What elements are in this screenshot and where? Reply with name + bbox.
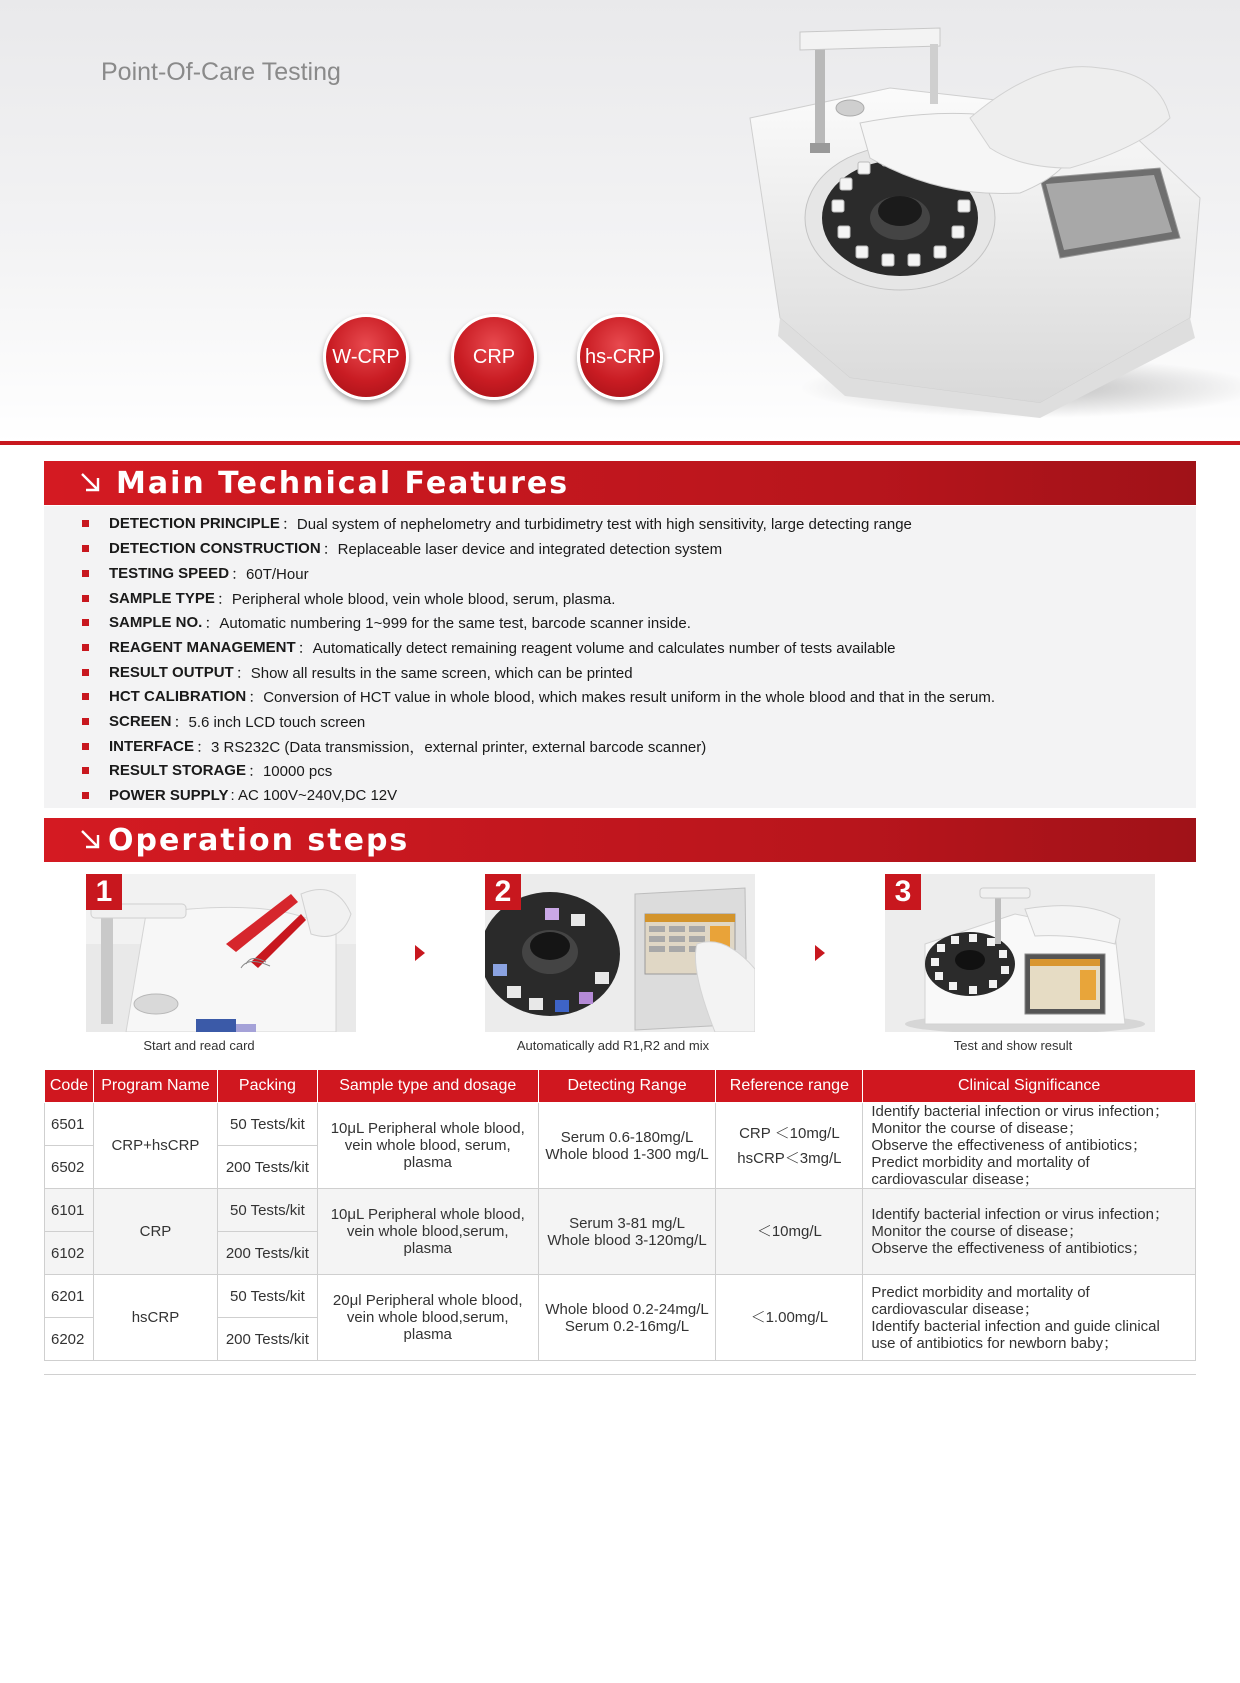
feature-value: ：Replaceable laser device and integrated detection system bbox=[322, 540, 723, 558]
code-cell: 6202 bbox=[45, 1318, 94, 1361]
reference-line: hsCRP＜3mg/L bbox=[737, 1149, 842, 1167]
sample-line: 10μL Peripheral whole blood, bbox=[330, 1206, 525, 1223]
packing-cell: 50 Tests/kit bbox=[217, 1103, 317, 1146]
reference-cell: ＜10mg/L bbox=[716, 1189, 863, 1275]
feature-label: TESTING SPEED bbox=[109, 564, 230, 582]
feature-item bbox=[82, 536, 722, 560]
code-cell: 6102 bbox=[45, 1232, 94, 1275]
feature-label: DETECTION PRINCIPLE bbox=[109, 514, 280, 532]
packing-cell: 200 Tests/kit bbox=[217, 1146, 317, 1189]
feature-value: ：5.6 inch LCD touch screen bbox=[173, 713, 366, 731]
step-1-image bbox=[86, 874, 356, 1032]
significance-line: Predict morbidity and mortality of bbox=[871, 1283, 1090, 1301]
sample-line: 20μl Peripheral whole blood, bbox=[332, 1292, 523, 1309]
step-2-caption: Automatically add R1,R2 and mix bbox=[516, 1038, 710, 1053]
feature-value: ：60T/Hour bbox=[231, 565, 309, 583]
bullet-icon bbox=[82, 718, 89, 725]
sample-line: 10μL Peripheral whole blood, bbox=[330, 1120, 525, 1137]
column-header: Detecting Range bbox=[538, 1070, 716, 1103]
badge-w-crp: W-CRP bbox=[323, 314, 409, 400]
feature-item bbox=[82, 561, 309, 585]
range-line: Serum 0.2-16mg/L bbox=[564, 1317, 690, 1335]
feature-item bbox=[82, 684, 995, 708]
sample-line: plasma bbox=[403, 1326, 452, 1343]
table-row bbox=[45, 1103, 1196, 1146]
packing-cell: 200 Tests/kit bbox=[217, 1232, 317, 1275]
table-header-row bbox=[45, 1070, 1196, 1103]
significance-cell bbox=[863, 1275, 1196, 1361]
column-header: Reference range bbox=[716, 1070, 863, 1103]
steps-heading: Operation steps bbox=[108, 822, 410, 858]
range-cell bbox=[538, 1189, 716, 1275]
range-line: Whole blood 1-300 mg/L bbox=[545, 1145, 709, 1163]
column-header: Code bbox=[45, 1070, 94, 1103]
bullet-icon bbox=[82, 743, 89, 750]
column-header: Packing bbox=[217, 1070, 317, 1103]
significance-line: Predict morbidity and mortality of bbox=[871, 1154, 1090, 1171]
column-header: Clinical Significance bbox=[863, 1070, 1196, 1103]
bullet-icon bbox=[82, 644, 89, 651]
table-row bbox=[45, 1189, 1196, 1232]
arrow-right-icon bbox=[815, 945, 825, 961]
feature-value: ：Peripheral whole blood, vein whole blood, serum, plasma. bbox=[216, 590, 616, 608]
feature-value: ：Conversion of HCT value in whole blood, which makes result uniform in the whole blood and that in the serum. bbox=[248, 688, 995, 706]
table-group-hscrp bbox=[45, 1275, 1196, 1361]
feature-label: SAMPLE TYPE bbox=[109, 589, 215, 607]
bullet-icon bbox=[82, 570, 89, 577]
step-1-number: 1 bbox=[86, 874, 122, 910]
feature-value: ：Automatically detect remaining reagent volume and calculates number of tests available bbox=[297, 639, 896, 657]
arrow-right-icon bbox=[415, 945, 425, 961]
sample-cell bbox=[317, 1189, 538, 1275]
significance-line: Monitor the course of disease； bbox=[871, 1223, 1084, 1240]
table-group-crp bbox=[45, 1189, 1196, 1275]
significance-line: Identify bacterial infection or virus infection； bbox=[871, 1103, 1169, 1120]
step-2-number: 2 bbox=[485, 874, 521, 910]
feature-item bbox=[82, 635, 896, 659]
feature-label: SAMPLE NO. bbox=[109, 613, 203, 631]
column-header: Program Name bbox=[93, 1070, 217, 1103]
feature-label: REAGENT MANAGEMENT bbox=[109, 638, 296, 656]
significance-line: Observe the effectiveness of antibiotics； bbox=[871, 1240, 1148, 1257]
bullet-icon bbox=[82, 792, 89, 799]
feature-item bbox=[82, 586, 615, 610]
sample-line: vein whole blood, serum, bbox=[344, 1137, 511, 1154]
feature-label: RESULT STORAGE bbox=[109, 761, 246, 779]
program-name-cell: CRP+hsCRP bbox=[93, 1103, 217, 1189]
code-cell: 6101 bbox=[45, 1189, 94, 1232]
feature-item bbox=[82, 511, 912, 535]
packing-cell: 50 Tests/kit bbox=[217, 1275, 317, 1318]
sample-line: vein whole blood,serum, bbox=[346, 1309, 509, 1326]
significance-line: Monitor the course of disease； bbox=[871, 1120, 1084, 1137]
range-cell bbox=[538, 1103, 716, 1189]
step-3-image bbox=[885, 874, 1155, 1032]
range-line: Whole blood 3-120mg/L bbox=[547, 1231, 707, 1249]
step-3-caption: Test and show result bbox=[953, 1038, 1073, 1053]
significance-cell bbox=[863, 1103, 1196, 1189]
footer-divider bbox=[44, 1374, 1196, 1375]
significance-line: Identify bacterial infection and guide clinical bbox=[871, 1317, 1160, 1335]
feature-value: ：Automatic numbering 1~999 for the same test, barcode scanner inside. bbox=[204, 614, 691, 632]
step-1-caption: Start and read card bbox=[143, 1038, 255, 1053]
hero-divider bbox=[0, 441, 1240, 445]
bullet-icon bbox=[82, 619, 89, 626]
bullet-icon bbox=[82, 520, 89, 527]
packing-cell: 200 Tests/kit bbox=[217, 1318, 317, 1361]
features-heading-bar bbox=[44, 461, 1196, 505]
arrow-down-right-icon bbox=[78, 827, 104, 853]
feature-item bbox=[82, 734, 706, 758]
table-row bbox=[45, 1275, 1196, 1318]
code-cell: 6502 bbox=[45, 1146, 94, 1189]
feature-value: : AC 100V~240V,DC 12V bbox=[230, 786, 398, 804]
significance-line: Observe the effectiveness of antibiotics； bbox=[871, 1137, 1148, 1154]
sample-cell bbox=[317, 1103, 538, 1189]
reference-cell bbox=[716, 1103, 863, 1189]
reference-cell: ＜1.00mg/L bbox=[716, 1275, 863, 1361]
reference-line: CRP ＜10mg/L bbox=[739, 1124, 840, 1142]
column-header: Sample type and dosage bbox=[317, 1070, 538, 1103]
code-cell: 6201 bbox=[45, 1275, 94, 1318]
feature-value: ：Dual system of nephelometry and turbidimetry test with high sensitivity, large detecting range bbox=[281, 515, 912, 533]
feature-value: ：3 RS232C (Data transmission，external printer, external barcode scanner) bbox=[196, 738, 707, 756]
sample-line: plasma bbox=[403, 1154, 452, 1171]
bullet-icon bbox=[82, 669, 89, 676]
significance-line: use of antibiotics for newborn baby； bbox=[871, 1334, 1119, 1352]
feature-label: RESULT OUTPUT bbox=[109, 663, 234, 681]
step-3-number: 3 bbox=[885, 874, 921, 910]
features-panel bbox=[44, 506, 1196, 808]
step-2-image bbox=[485, 874, 755, 1032]
feature-value: ：Show all results in the same screen, which can be printed bbox=[235, 664, 633, 682]
feature-value: ：10000 pcs bbox=[247, 762, 333, 780]
bullet-icon bbox=[82, 767, 89, 774]
hero-banner bbox=[0, 0, 1240, 444]
badge-crp: CRP bbox=[451, 314, 537, 400]
program-name-cell: hsCRP bbox=[93, 1275, 217, 1361]
bullet-icon bbox=[82, 693, 89, 700]
feature-item bbox=[82, 660, 633, 684]
sample-line: vein whole blood,serum, bbox=[346, 1223, 509, 1240]
feature-item bbox=[82, 610, 691, 634]
feature-label: INTERFACE bbox=[109, 737, 195, 755]
product-spec-table bbox=[44, 1069, 1196, 1361]
feature-label: DETECTION CONSTRUCTION bbox=[109, 539, 321, 557]
sample-cell bbox=[317, 1275, 538, 1361]
feature-label: HCT CALIBRATION bbox=[109, 687, 247, 705]
feature-item bbox=[82, 709, 365, 733]
bullet-icon bbox=[82, 545, 89, 552]
sample-line: plasma bbox=[403, 1240, 452, 1257]
significance-cell bbox=[863, 1189, 1196, 1275]
features-heading: Main Technical Features bbox=[116, 465, 570, 501]
range-line: Whole blood 0.2-24mg/L bbox=[545, 1300, 709, 1318]
range-cell bbox=[538, 1275, 716, 1361]
code-cell: 6501 bbox=[45, 1103, 94, 1146]
feature-item bbox=[82, 758, 332, 782]
significance-line: cardiovascular disease； bbox=[871, 1171, 1039, 1188]
hero-title: Point-Of-Care Testing bbox=[101, 58, 341, 86]
significance-line: cardiovascular disease； bbox=[871, 1300, 1039, 1318]
blank-footer-area bbox=[0, 1380, 1240, 1683]
table-group-crp-hscrp bbox=[45, 1103, 1196, 1189]
program-name-cell: CRP bbox=[93, 1189, 217, 1275]
feature-label: POWER SUPPLY bbox=[109, 786, 229, 804]
feature-label: SCREEN bbox=[109, 712, 172, 730]
bullet-icon bbox=[82, 595, 89, 602]
analyzer-machine-image bbox=[740, 18, 1240, 428]
range-line: Serum 0.6-180mg/L bbox=[560, 1128, 694, 1146]
significance-line: Identify bacterial infection or virus infection； bbox=[871, 1206, 1169, 1223]
packing-cell: 50 Tests/kit bbox=[217, 1189, 317, 1232]
feature-item bbox=[82, 783, 397, 807]
arrow-down-right-icon bbox=[78, 470, 104, 496]
steps-heading-bar bbox=[44, 818, 1196, 862]
badge-hs-crp: hs-CRP bbox=[577, 314, 663, 400]
range-line: Serum 3-81 mg/L bbox=[569, 1214, 685, 1232]
